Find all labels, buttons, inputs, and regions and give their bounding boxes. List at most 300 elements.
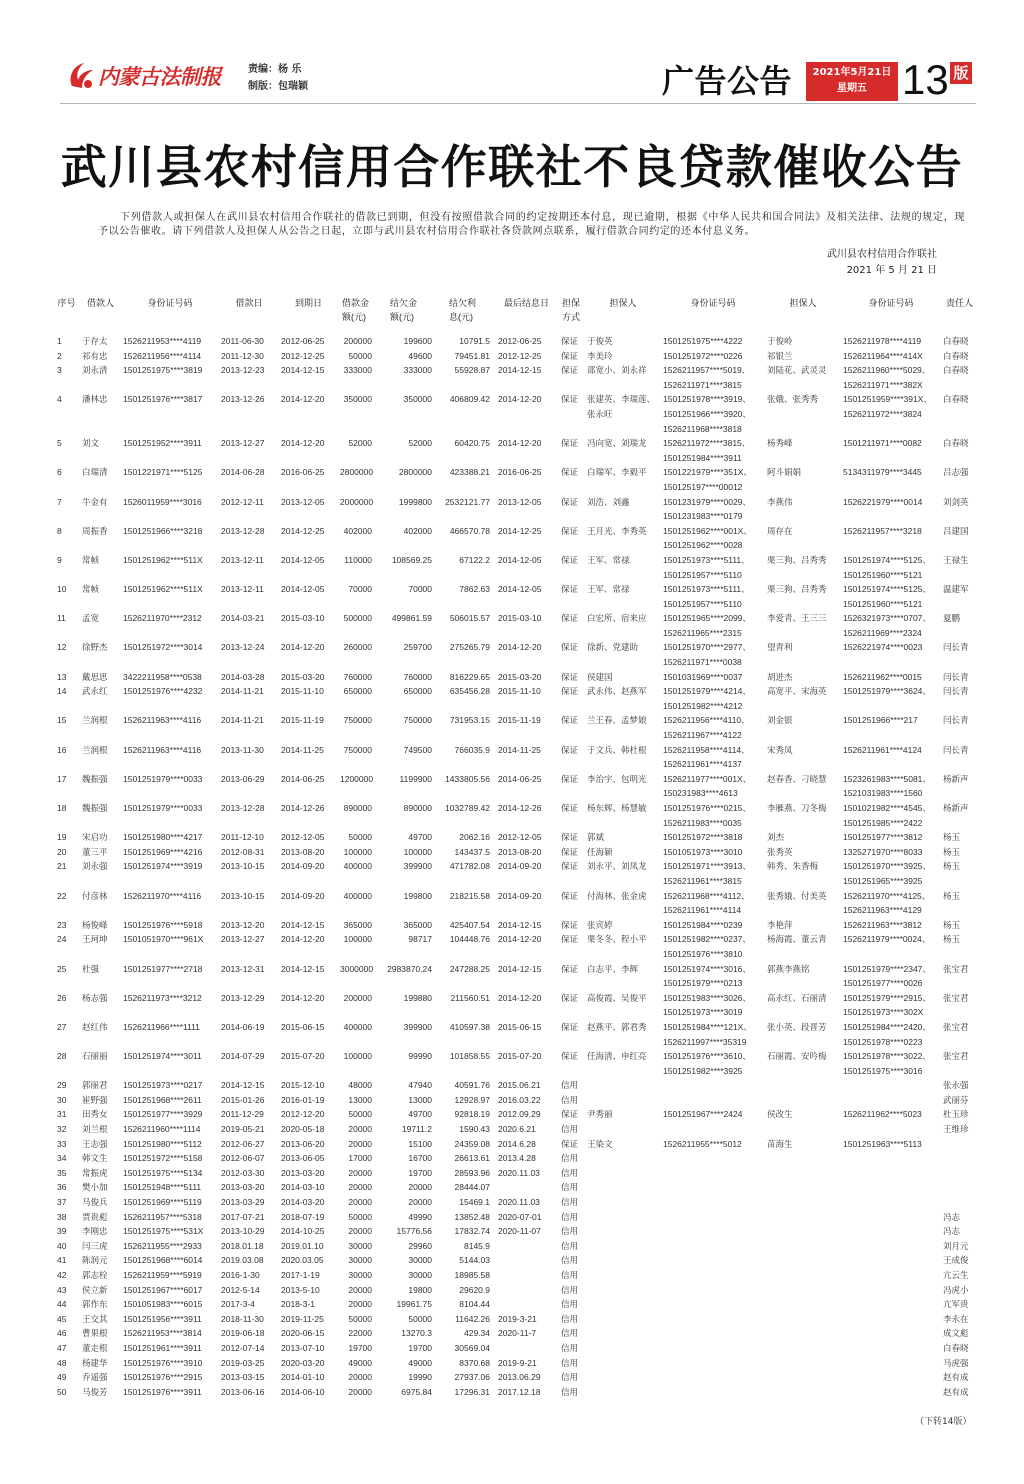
- cell-no: 37: [57, 1197, 67, 1208]
- cell-guarantor-2: [765, 1210, 841, 1225]
- cell-no: 15: [57, 715, 67, 726]
- cell-guarantor-1-id: 1526211977****001X、 150231983****4613: [663, 773, 752, 799]
- cell-last-interest-date: 2014-12-20: [498, 394, 542, 405]
- cell-guarantor-1-id: 1501251984****121X、 1526211997****35319: [663, 1021, 752, 1047]
- cell-guarantor-1-id: [661, 1370, 765, 1385]
- cell-borrower: 郭作东: [82, 1299, 108, 1310]
- cell-due-date: 2012-12-25: [281, 350, 325, 361]
- cell-loan-date: 2012-03-30: [221, 1167, 265, 1178]
- cell-guarantor-2-id: 1501251977****3812: [843, 832, 923, 843]
- cell-guarantor-1-id: [661, 1078, 765, 1093]
- cell-loan-date: 2019-06-18: [221, 1328, 265, 1339]
- cell-balance: 19961.75: [396, 1299, 432, 1310]
- cell-guarantee-type: 保证: [561, 467, 579, 478]
- cell-balance: 13000: [408, 1094, 432, 1105]
- cell-officer: 杨玉: [943, 919, 961, 930]
- cell-guarantor-2-id: 1501251966****217: [843, 715, 918, 726]
- cell-balance: 6975.84: [401, 1386, 432, 1397]
- cell-loan-date: 2014-11-21: [221, 715, 264, 726]
- cell-officer: 杨新声: [943, 773, 969, 784]
- cell-last-interest-date: 2020.6.21: [498, 1124, 536, 1135]
- cell-officer: 冯志: [943, 1226, 961, 1237]
- cell-loan-amount: 70000: [348, 584, 372, 595]
- section-title: 广告公告: [662, 62, 793, 100]
- cell-no: 33: [57, 1138, 67, 1149]
- cell-officer: 闫长青: [943, 744, 969, 755]
- masthead-divider: [60, 103, 976, 104]
- cell-interest: 55928.87: [454, 365, 490, 376]
- table-row: [53, 392, 978, 436]
- cell-interest: 30569.04: [454, 1342, 490, 1353]
- cell-officer: 闫长青: [943, 715, 969, 726]
- cell-last-interest-date: 2014-12-20: [498, 438, 542, 449]
- cell-guarantor-1: 付海林、张金虎: [587, 890, 647, 901]
- cell-borrower: 王志强: [82, 1138, 108, 1149]
- cell-interest: 60420.75: [454, 438, 490, 449]
- cell-borrower: 贾贵彪: [82, 1211, 108, 1222]
- cell-interest: 17832.74: [454, 1226, 490, 1237]
- cell-last-interest-date: 2015-11-10: [498, 686, 541, 697]
- cell-officer: 马虎强: [943, 1357, 969, 1368]
- cell-interest: 247288.25: [449, 963, 490, 974]
- cell-loan-amount: 30000: [348, 1255, 372, 1266]
- cell-guarantor-2-id: [841, 1166, 941, 1181]
- cell-guarantee-type: 信用: [561, 1313, 579, 1324]
- cell-guarantor-1-id: 1526211972****3815、 1501251984****3911: [663, 438, 751, 463]
- cell-id-number: 1501251961****3911: [123, 1342, 202, 1353]
- cell-id-number: 1526211956****4114: [123, 350, 202, 361]
- cell-interest: 466570.78: [449, 525, 490, 536]
- cell-guarantor-2-id: [841, 1356, 941, 1371]
- cell-balance: 199880: [403, 992, 432, 1003]
- cell-borrower: 王珂坤: [82, 934, 108, 945]
- cell-guarantor-1: [585, 1093, 661, 1108]
- cell-officer: 张宝君: [943, 992, 969, 1003]
- cell-interest: 8104.44: [459, 1299, 490, 1310]
- cell-balance: 650000: [403, 686, 432, 697]
- cell-due-date: 2014-11-25: [281, 744, 324, 755]
- cell-no: 29: [57, 1080, 67, 1091]
- cell-borrower: 常帧: [82, 584, 100, 595]
- cell-guarantor-2: 李燕伟: [767, 496, 793, 507]
- cell-guarantor-1: 白瑞军、李毅平: [587, 467, 647, 478]
- cell-due-date: 2014-03-10: [281, 1182, 325, 1193]
- table-row: [53, 1078, 978, 1093]
- cell-guarantor-1: [585, 1195, 661, 1210]
- cell-interest: 635456.28: [449, 686, 490, 697]
- cell-borrower: 白瑞清: [82, 467, 108, 478]
- cell-last-interest-date: 2020.11.03: [498, 1167, 540, 1178]
- cell-no: 21: [57, 861, 67, 872]
- cell-guarantor-1-id: [661, 1268, 765, 1283]
- cell-guarantor-2-id: [841, 1151, 941, 1166]
- cell-id-number: 1501251972****5158: [123, 1153, 203, 1164]
- cell-guarantor-2-id: 1501251974****5125、 1501251960****5121: [843, 584, 931, 609]
- cell-officer: 武丽芬: [943, 1094, 969, 1105]
- cell-guarantor-1-id: 1501251982****0237、 1501251976****3810: [663, 934, 751, 959]
- cell-id-number: 1501251968****2611: [123, 1094, 202, 1105]
- cell-no: 47: [57, 1342, 67, 1353]
- cell-interest: 8145.9: [464, 1240, 490, 1251]
- cell-id-number: 1501251976****4232: [123, 686, 203, 697]
- cell-guarantor-1-id: 1501251976****3610、 1501251982****3925: [663, 1051, 751, 1076]
- cell-guarantor-2-id: [841, 1210, 941, 1225]
- cell-officer: 杨玉: [943, 832, 961, 843]
- header-id-number: 身份证号码: [147, 298, 193, 308]
- cell-loan-date: 2017-07-21: [221, 1211, 265, 1222]
- cell-last-interest-date: 2013.06.29: [498, 1372, 541, 1383]
- cell-interest: 40591.76: [454, 1080, 490, 1091]
- header-interest-label: 结欠利息(元): [449, 298, 477, 322]
- continued-note: （下转14版）: [915, 1417, 972, 1427]
- header-guarantor-2-id: 身份证号码: [868, 298, 914, 308]
- cell-interest: 8370.68: [459, 1357, 490, 1368]
- header-borrower: 借款人: [86, 298, 114, 308]
- cell-last-interest-date: [494, 1268, 559, 1283]
- cell-guarantor-2-id: 1526211960****5029、 1526211971****382X: [843, 365, 931, 390]
- cell-officer: [941, 1151, 978, 1166]
- cell-no: 13: [57, 671, 67, 682]
- cell-interest: 12928.97: [454, 1094, 490, 1105]
- cell-guarantor-1-id: 1501251972****0226: [663, 350, 743, 361]
- cell-guarantor-1: [585, 1078, 661, 1093]
- cell-guarantor-2: [765, 1312, 841, 1327]
- table-row: [53, 859, 978, 888]
- table-row: [53, 801, 978, 830]
- cell-no: 50: [57, 1386, 67, 1397]
- cell-id-number: 1501251952****3911: [123, 438, 202, 449]
- cell-guarantor-2: 张小英、段晋芳: [767, 1021, 827, 1032]
- cell-guarantor-2-id: 1501251974****5125、 1501251960****5121: [843, 554, 931, 580]
- cell-guarantor-2: 杨秀峰: [767, 438, 793, 449]
- cell-guarantee-type: 信用: [561, 1124, 579, 1135]
- table-body: [53, 334, 978, 1399]
- cell-due-date: 2012-06-25: [281, 336, 325, 346]
- cell-loan-date: 2013-12-24: [221, 642, 265, 653]
- cell-interest: 143437.5: [454, 846, 490, 857]
- cell-guarantor-1: [585, 1151, 661, 1166]
- cell-loan-date: 2012-12-11: [221, 496, 264, 507]
- cell-guarantor-1-id: 1501251983****3026、 1501251973****3019: [663, 992, 751, 1018]
- cell-balance: 49600: [408, 350, 432, 361]
- cell-balance: 2983870.24: [387, 963, 432, 974]
- cell-officer: 成文彪: [943, 1328, 969, 1339]
- cell-borrower: 杨俊峰: [82, 919, 108, 930]
- page-suffix-badge: 版: [950, 62, 972, 84]
- cell-no: 22: [57, 890, 67, 901]
- cell-loan-date: 2014-12-15: [221, 1080, 265, 1091]
- cell-interest: 506015.57: [449, 613, 490, 624]
- cell-guarantor-1-id: [661, 1326, 765, 1341]
- cell-guarantor-2-id: [841, 1283, 941, 1298]
- page-title: 武川县农村信用合作联社不良贷款催收公告: [60, 140, 964, 194]
- cell-loan-amount: 50000: [348, 1211, 372, 1222]
- cell-interest: 218215.58: [449, 890, 490, 901]
- cell-borrower: 崔野强: [82, 1094, 108, 1105]
- cell-guarantor-1: 于俊英: [587, 336, 613, 346]
- table-row: [53, 1166, 978, 1181]
- cell-id-number: 1526211957****5318: [123, 1211, 202, 1222]
- cell-guarantor-1: [585, 1326, 661, 1341]
- cell-due-date: 2014-12-20: [281, 394, 325, 405]
- cell-loan-amount: 17000: [348, 1153, 372, 1164]
- cell-last-interest-date: [494, 1283, 559, 1298]
- cell-balance: 199800: [403, 890, 432, 901]
- cell-borrower: 乔遥强: [82, 1372, 108, 1383]
- cell-borrower: 马俊芳: [82, 1386, 108, 1397]
- cell-guarantor-2: 杨海霞、董云青: [767, 934, 827, 945]
- cell-id-number: 1501251976****2915: [123, 1372, 203, 1383]
- table-row: [53, 962, 978, 991]
- cell-due-date: 2015-06-15: [281, 1021, 325, 1032]
- cell-last-interest-date: 2014-06-25: [498, 773, 542, 784]
- cell-due-date: 2014-12-20: [281, 934, 325, 945]
- cell-loan-date: 2011-06-30: [221, 336, 264, 346]
- cell-guarantor-2-id: [841, 1370, 941, 1385]
- cell-guarantor-2-id: 1501251959****391X、 1526211972****3824: [843, 394, 932, 419]
- cell-balance: 99990: [408, 1051, 432, 1062]
- cell-no: 32: [57, 1124, 67, 1135]
- cell-last-interest-date: 2012.09.29: [498, 1109, 541, 1120]
- cell-officer: 赵有成: [943, 1386, 969, 1397]
- cell-officer: 白春晓: [943, 394, 969, 405]
- cell-guarantor-1: 王月光、李秀英: [587, 525, 647, 536]
- cell-interest: 18985.58: [454, 1270, 490, 1280]
- cell-guarantor-1: 李治宇、包明光: [587, 773, 647, 784]
- cell-guarantor-2-id: [841, 1093, 941, 1108]
- cell-guarantor-1: [585, 1356, 661, 1371]
- cell-loan-amount: 50000: [348, 1109, 372, 1120]
- cell-guarantor-1-id: 1501251978****3919、 1501251966****3920、 1526211968****3818: [663, 394, 751, 434]
- cell-guarantee-type: 保证: [561, 394, 579, 405]
- cell-due-date: 2012-12-05: [281, 832, 325, 843]
- cell-officer: 吕志强: [943, 467, 969, 478]
- cell-guarantor-1-id: 1526211956****4110、 1526211967****4122: [663, 715, 750, 741]
- cell-guarantor-2: 张秀娥、付美英: [767, 890, 827, 901]
- header-guarantor-1-id: 身份证号码: [690, 298, 736, 308]
- cell-guarantor-2: [765, 1326, 841, 1341]
- cell-guarantor-2: 石丽霞、安吟梅: [767, 1051, 827, 1062]
- cell-balance: 15100: [408, 1138, 432, 1149]
- cell-loan-amount: 400000: [343, 1021, 372, 1032]
- cell-guarantor-2: 郭燕李燕铭: [767, 963, 810, 974]
- cell-last-interest-date: 2014-12-20: [498, 992, 542, 1003]
- cell-loan-amount: 20000: [348, 1138, 372, 1149]
- table-header-row: [53, 293, 978, 334]
- cell-loan-date: 2019-05-21: [221, 1124, 265, 1135]
- cell-guarantor-2-id: 1325271970****8033: [843, 846, 923, 857]
- cell-guarantor-1: [585, 1166, 661, 1181]
- notice-body: 下列借款人或担保人在武川县农村信用合作联社的借款已到期，但没有按照借款合同的约定按期还本付息，现已逾期，根据《中华人民共和国合同法》及相关法律、法规的规定，现予以公告催收。请下列借款人及担保人从公告之日起，立即与武川县农村信用合作联社各贷款网点联系，履行借款合同约定的还本付息义务。: [98, 212, 965, 237]
- cell-guarantee-type: 信用: [561, 1080, 579, 1091]
- cell-guarantor-2-id: 1501251979****3624、: [843, 686, 931, 697]
- cell-borrower: 魏振强: [82, 803, 108, 813]
- cell-borrower: 杨志强: [82, 992, 108, 1003]
- cell-guarantee-type: 保证: [561, 1138, 579, 1149]
- cell-loan-amount: 50000: [348, 1313, 372, 1324]
- cell-due-date: 2013-07-10: [281, 1342, 325, 1353]
- cell-due-date: 2018-3-1: [281, 1299, 316, 1310]
- cell-loan-date: 2013-12-28: [221, 525, 265, 536]
- cell-guarantor-2-id: [841, 1078, 941, 1093]
- cell-due-date: 2013-12-05: [281, 496, 325, 507]
- cell-guarantor-2-id: [841, 1297, 941, 1312]
- cell-guarantee-type: 保证: [561, 773, 579, 784]
- cell-id-number: 1501251980****5112: [123, 1138, 202, 1149]
- cell-loan-amount: 20000: [348, 1284, 372, 1295]
- cell-borrower: 牛金有: [82, 496, 108, 507]
- table-row: [53, 1326, 978, 1341]
- cell-guarantor-1: 尹秀丽: [587, 1109, 613, 1120]
- cell-guarantee-type: 信用: [561, 1153, 579, 1164]
- cell-id-number: 1501051983****6015: [123, 1299, 203, 1310]
- header-no: 序号: [57, 298, 76, 308]
- cell-guarantor-1-id: 1501251970****2977、 1526211971****0038: [663, 642, 751, 668]
- cell-no: 42: [57, 1270, 67, 1280]
- cell-id-number: 1501251975****3819: [123, 365, 203, 376]
- cell-guarantor-1: 高俊霞、吴俊平: [587, 992, 647, 1003]
- cell-guarantor-2-id: 1501251984****2420、 1501251978****0223: [843, 1021, 931, 1047]
- cell-loan-date: 2019.03.08: [221, 1255, 264, 1266]
- cell-guarantee-type: 信用: [561, 1386, 579, 1397]
- cell-last-interest-date: [494, 1297, 559, 1312]
- cell-id-number: 1501251979****0033: [123, 803, 203, 813]
- cell-interest: 766035.9: [454, 744, 490, 755]
- header-guarantee-type: [559, 293, 585, 334]
- table-row: [53, 1253, 978, 1268]
- cell-officer: 闫长青: [943, 642, 969, 653]
- cell-borrower: 魏振强: [82, 773, 108, 784]
- cell-loan-date: 2012-5-14: [221, 1284, 260, 1295]
- cell-due-date: 2013-08-20: [281, 846, 325, 857]
- table-row: [53, 1107, 978, 1122]
- cell-interest: 1433805.56: [445, 773, 490, 784]
- cell-interest: 104448.76: [449, 934, 490, 945]
- cell-guarantee-type: 信用: [561, 1226, 579, 1237]
- cell-last-interest-date: 2015-06-15: [498, 1021, 542, 1032]
- cell-due-date: 2014-09-20: [281, 861, 325, 872]
- cell-balance: 20000: [408, 1197, 432, 1208]
- cell-guarantor-2: [765, 1239, 841, 1254]
- cell-guarantor-1-id: 1501251974****3016、 1501251979****0213: [663, 963, 751, 989]
- cell-balance: 333000: [403, 365, 432, 376]
- cell-interest: 423388.21: [449, 467, 490, 478]
- cell-due-date: 2015-11-19: [281, 715, 324, 726]
- cell-interest: 425407.54: [449, 919, 490, 930]
- table-row: [53, 1195, 978, 1210]
- table-row: [53, 1283, 978, 1298]
- cell-guarantee-type: 信用: [561, 1167, 579, 1178]
- cell-loan-date: 2017-3-4: [221, 1299, 256, 1310]
- cell-due-date: 2020.03.05: [281, 1255, 324, 1266]
- cell-guarantor-2-id: 1526211962****5023: [843, 1109, 922, 1120]
- table-row: [53, 1122, 978, 1137]
- cell-loan-amount: 750000: [343, 744, 372, 755]
- cell-balance: 52000: [408, 438, 432, 449]
- cell-guarantor-1-id: 1526211968****4112、 1526211961****4114: [663, 890, 750, 916]
- cell-balance: 890000: [403, 803, 432, 813]
- cell-guarantee-type: 保证: [561, 919, 579, 930]
- overdue-loan-table: [53, 293, 978, 1399]
- cell-loan-date: 2015-01-26: [221, 1094, 265, 1105]
- cell-no: 43: [57, 1284, 67, 1295]
- cell-borrower: 常振虎: [82, 1167, 108, 1178]
- table-row: [53, 845, 978, 860]
- cell-id-number: 1526211963****4116: [123, 744, 202, 755]
- cell-interest: 211560.51: [450, 992, 490, 1003]
- cell-due-date: 2015-11-10: [281, 686, 324, 697]
- cell-guarantor-2-id: [841, 1122, 941, 1137]
- cell-id-number: 1526211955****2933: [123, 1240, 202, 1251]
- cell-guarantor-2: 李雁燕、刀冬梅: [767, 803, 827, 813]
- cell-loan-date: 2013-12-20: [221, 919, 265, 930]
- cell-loan-date: 2011-12-30: [221, 350, 264, 361]
- cell-last-interest-date: 2014-09-20: [498, 861, 542, 872]
- cell-id-number: 3422211958****0538: [123, 671, 202, 682]
- cell-loan-amount: 22000: [348, 1328, 372, 1339]
- cell-guarantor-2-id: 1526211961****4124: [843, 744, 922, 755]
- cell-guarantor-2-id: [841, 1224, 941, 1239]
- cell-last-interest-date: 2017.12.18: [498, 1386, 541, 1397]
- cell-guarantee-type: 保证: [561, 846, 579, 857]
- logo-text: 内蒙古法制报: [98, 64, 221, 89]
- cell-officer: [941, 1195, 978, 1210]
- cell-loan-amount: 48000: [348, 1080, 372, 1091]
- cell-loan-amount: 750000: [343, 715, 372, 726]
- header-due-date: 到期日: [294, 298, 322, 308]
- cell-guarantor-2-id: 5134311979****3445: [843, 467, 922, 478]
- cell-officer: 李永在: [943, 1313, 969, 1324]
- newspaper-swoosh-icon: [66, 60, 96, 92]
- cell-guarantor-1: [585, 1385, 661, 1400]
- cell-last-interest-date: 2014-12-25: [498, 525, 542, 536]
- cell-guarantor-1-id: 1501251972****3818: [663, 832, 743, 843]
- cell-guarantor-1: [585, 1210, 661, 1225]
- cell-last-interest-date: [494, 1239, 559, 1254]
- cell-id-number: 1501251968****6014: [123, 1255, 203, 1266]
- cell-guarantee-type: 保证: [561, 744, 579, 755]
- cell-due-date: 2017-1-19: [281, 1270, 320, 1280]
- cell-loan-date: 2013-03-15: [221, 1372, 265, 1383]
- cell-id-number: 1526211970****4116: [123, 890, 202, 901]
- cell-balance: 750000: [403, 715, 432, 726]
- cell-guarantor-1: 郭斌: [587, 832, 605, 843]
- cell-guarantor-1-id: [661, 1253, 765, 1268]
- cell-guarantee-type: 保证: [561, 992, 579, 1003]
- cell-guarantor-2: [765, 1122, 841, 1137]
- cell-guarantor-2-id: [841, 1239, 941, 1254]
- cell-no: 25: [57, 963, 67, 974]
- cell-guarantor-2: [765, 1283, 841, 1298]
- cell-loan-amount: 760000: [343, 671, 372, 682]
- cell-officer: 亢军贵: [943, 1299, 969, 1310]
- cell-loan-amount: 200000: [343, 992, 372, 1003]
- cell-guarantor-1: 王染文: [587, 1138, 613, 1149]
- cell-last-interest-date: 2012-06-25: [498, 336, 542, 346]
- cell-guarantor-1: [585, 1312, 661, 1327]
- cell-loan-date: 2012-08-31: [221, 846, 265, 857]
- cell-officer: 白春晓: [943, 336, 969, 346]
- cell-no: 17: [57, 773, 67, 784]
- cell-guarantee-type: 信用: [561, 1182, 579, 1193]
- cell-last-interest-date: 2015.06.21: [498, 1080, 541, 1091]
- cell-due-date: 2015-07-20: [281, 1051, 325, 1062]
- cell-loan-amount: 500000: [343, 613, 372, 624]
- cell-guarantor-1-id: 1501231979****0029、 1501231983****0179: [663, 496, 751, 522]
- cell-guarantor-2: 刘杰: [767, 832, 785, 843]
- cell-loan-amount: 19700: [348, 1342, 372, 1353]
- cell-last-interest-date: 2020-07-01: [498, 1211, 542, 1222]
